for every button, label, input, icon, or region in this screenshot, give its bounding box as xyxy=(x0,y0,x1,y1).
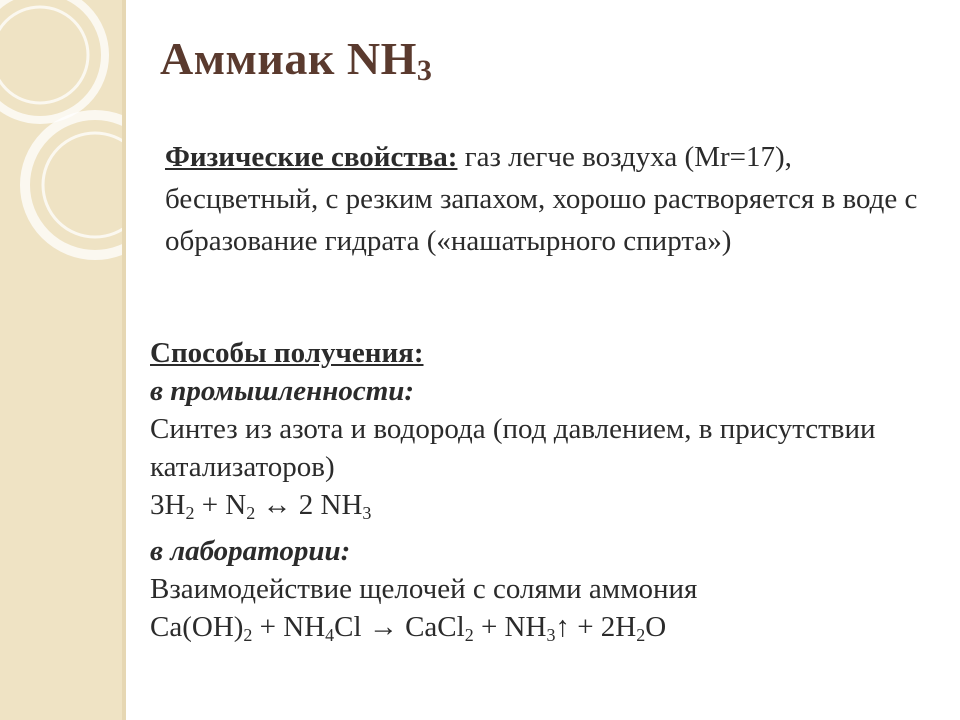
industry-label: в промышленности: xyxy=(150,375,415,407)
slide-title: Аммиак $NH_3$ xyxy=(160,33,433,87)
lab-label: в лаборатории: xyxy=(150,535,351,567)
industry-equation: $3H_2 + N_2$ ↔ 2 $NH_3$ xyxy=(150,489,372,523)
lab-text: Взаимодействие щелочей с солями аммония xyxy=(150,573,698,605)
lab-equation: $Ca(OH)_2 + NH_4Cl$ → CaCl$_2$ + $NH_3↑ + 2H_2O$ xyxy=(150,611,667,645)
production-methods xyxy=(150,334,940,654)
physical-properties-text: газ легче воздуха (Mr=17), бесцветный, с резким запахом, хорошо растворяется в воде с образование гидрата («нашатырного спирта») xyxy=(165,141,918,257)
decorative-rings xyxy=(0,0,122,720)
physical-properties-label: Физические свойства: xyxy=(165,141,458,173)
physical-properties xyxy=(165,136,925,262)
industry-text: Синтез из азота и водорода (под давлением, в присутствии катализаторов) xyxy=(150,413,876,483)
production-methods-heading: Способы получения: xyxy=(150,337,424,369)
side-band-edge xyxy=(122,0,126,720)
decorative-side-band xyxy=(0,0,122,720)
